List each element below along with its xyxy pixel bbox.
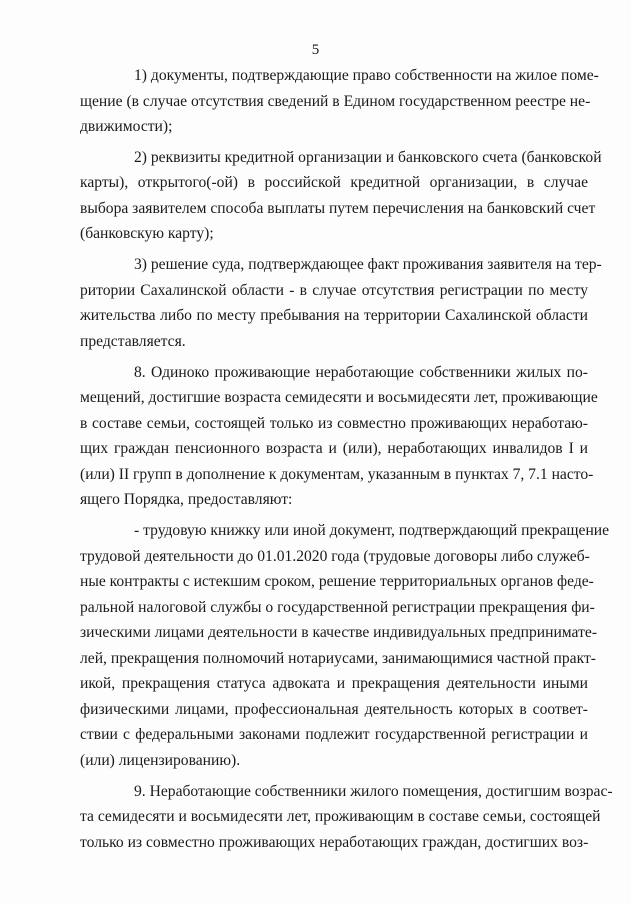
text-line: ные контракты с истекшим сроком, решение территориальных органов феде- (80, 573, 594, 590)
text-line: представляется. (80, 333, 186, 350)
text-line: (банковскую карту); (80, 225, 214, 242)
text-line: 1) документы, подтверждающие право собственности на жилое поме- (134, 67, 599, 84)
text-line: ствии с федеральными законами подлежит государственной регистрации и (80, 726, 588, 743)
text-line: 8. Одиноко проживающие неработающие собственники жилых по- (134, 364, 588, 381)
text-line: лей, прекращения полномочий нотариусами, занимающимися частной практ- (80, 650, 596, 667)
text-line: 3) решение суда, подтверждающее факт проживания заявителя на тер- (134, 256, 602, 273)
page-number: 5 (311, 42, 320, 58)
text-line: щих граждан пенсионного возраста и (или), неработающих инвалидов I и (80, 440, 588, 457)
text-line: 9. Неработающие собственники жилого помещения, достигшим возрас- (134, 783, 613, 800)
text-line: только из совместно проживающих неработающих граждан, достигших воз- (80, 834, 589, 851)
text-line: жительства либо по месту пребывания на территории Сахалинской области (80, 307, 588, 324)
text-line: та семидесяти и восьмидесяти лет, проживающим в составе семьи, состоящей (80, 808, 601, 825)
text-line: ящего Порядка, предоставляют: (80, 491, 293, 508)
text-line: физическими лицами, профессиональная деятельность которых в соответ- (80, 701, 588, 718)
text-line: ритории Сахалинской области - в случае отсутствия регистрации по месту (80, 282, 588, 299)
text-line: выбора заявителем способа выплаты путем перечисления на банковский счет (80, 200, 596, 217)
text-line: трудовой деятельности до 01.01.2020 года (трудовые договоры либо служеб- (80, 548, 590, 565)
text-line: щение (в случае отсутствия сведений в Едином государственном реестре не- (80, 93, 591, 110)
text-line: мещений, достигшие возраста семидесяти и восьмидесяти лет, проживающие (80, 389, 598, 406)
text-line: икой, прекращения статуса адвоката и прекращения деятельности иными (80, 675, 588, 692)
text-line: движимости); (80, 118, 173, 135)
text-line: в составе семьи, состоящей только из совместно проживающих неработаю- (80, 415, 588, 432)
text-line: зическими лицами деятельности в качестве индивидуальных предпринимате- (80, 624, 598, 641)
text-line: ральной налоговой службы о государственной регистрации прекращения фи- (80, 599, 595, 616)
text-line: 2) реквизиты кредитной организации и банковского счета (банковской (134, 149, 602, 166)
text-line: (или) лицензированию). (80, 752, 241, 769)
text-line: - трудовую книжку или иной документ, подтверждающий прекращение (134, 522, 610, 539)
text-line: (или) II групп в дополнение к документам, указанным в пунктах 7, 7.1 насто- (80, 466, 594, 483)
text-line: карты), открытого(-ой) в российской кредитной организации, в случае (80, 174, 588, 191)
